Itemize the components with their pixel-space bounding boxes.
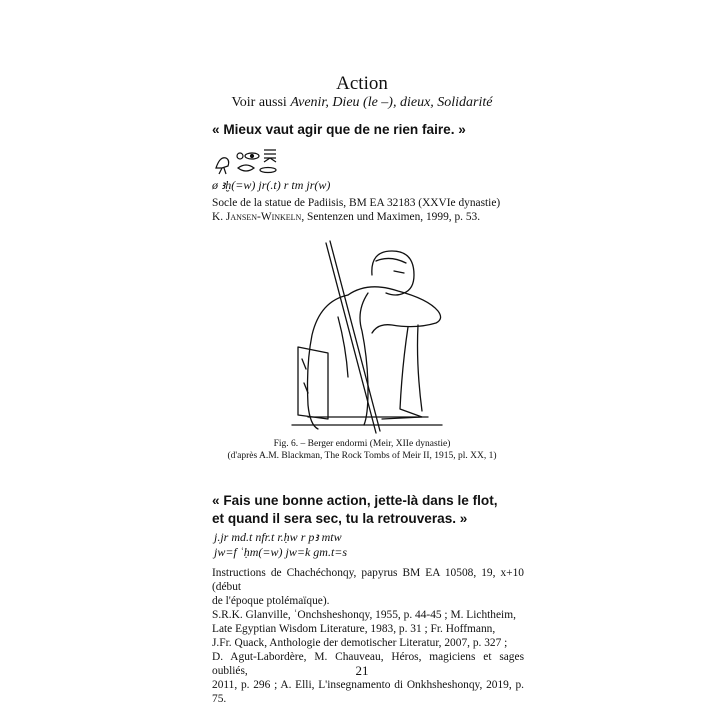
see-also-items: Avenir, Dieu (le –), dieux, Solidarité bbox=[290, 95, 493, 110]
source-line: de l'époque ptolémaïque). bbox=[212, 595, 330, 607]
source-author: K. Jansen-Winkeln bbox=[212, 211, 302, 223]
caption-line: Fig. 6. – Berger endormi (Meir, XIIe dynastie) bbox=[273, 439, 451, 449]
caption-line: (d'après A.M. Blackman, The Rock Tombs of Meir II, 1915, pl. XX, 1) bbox=[227, 451, 497, 461]
transliteration-2a: j.jr md.t nfr.t r.ḥw r pꜣ mtw bbox=[214, 530, 342, 544]
figure-caption bbox=[0, 438, 724, 462]
quote-line: « Fais une bonne action, jette-là dans le flot, bbox=[212, 493, 498, 508]
transliteration-2b: jw=f ʿḥm(=w) jw=k gm.t=s bbox=[214, 545, 348, 559]
source-line: S.R.K. Glanville, ʿOnchsheshonqy, 1955, p. 44-45 ; M. Lichtheim, bbox=[212, 609, 516, 621]
source-block-2 bbox=[212, 566, 524, 706]
hieroglyph-group bbox=[212, 144, 292, 176]
sleeping-shepherd-drawing bbox=[268, 235, 458, 435]
source-line: 2011, p. 296 ; A. Elli, L'insegnamento di Onkhsheshonqy, 2019, p. 75. bbox=[212, 679, 524, 705]
source-block-1 bbox=[212, 196, 524, 224]
source-line bbox=[212, 210, 524, 224]
source-line: Socle de la statue de Padiisis, BM EA 32183 (XXVIe dynastie) bbox=[212, 197, 501, 209]
source-rest: , Sentenzen und Maximen, 1999, p. 53. bbox=[301, 211, 481, 223]
source-line: Instructions de Chachéchonqy, papyrus BM EA 10508, 19, x+10 (début bbox=[212, 567, 524, 593]
maxim-quote-1: « Mieux vaut agir que de ne rien faire. » bbox=[212, 122, 466, 137]
see-also-prefix: Voir aussi bbox=[231, 95, 287, 110]
maxim-quote-2 bbox=[212, 492, 498, 528]
page-number: 21 bbox=[355, 663, 369, 678]
quote-line: et quand il sera sec, tu la retrouveras. » bbox=[212, 511, 468, 526]
source-line: J.Fr. Quack, Anthologie der demotischer Literatur, 2007, p. 327 ; bbox=[212, 637, 508, 649]
see-also-line bbox=[0, 95, 724, 111]
source-line: D. Agut-Labordère, M. Chauveau, Héros, magiciens et sages oubliés, bbox=[212, 651, 524, 677]
page-title: Action bbox=[336, 73, 388, 94]
transliteration-1: ø ꜣḫ(=w) jr(.t) r tm jr(w) bbox=[212, 178, 331, 192]
source-line: Late Egyptian Wisdom Literature, 1983, p. 31 ; Fr. Hoffmann, bbox=[212, 623, 496, 635]
